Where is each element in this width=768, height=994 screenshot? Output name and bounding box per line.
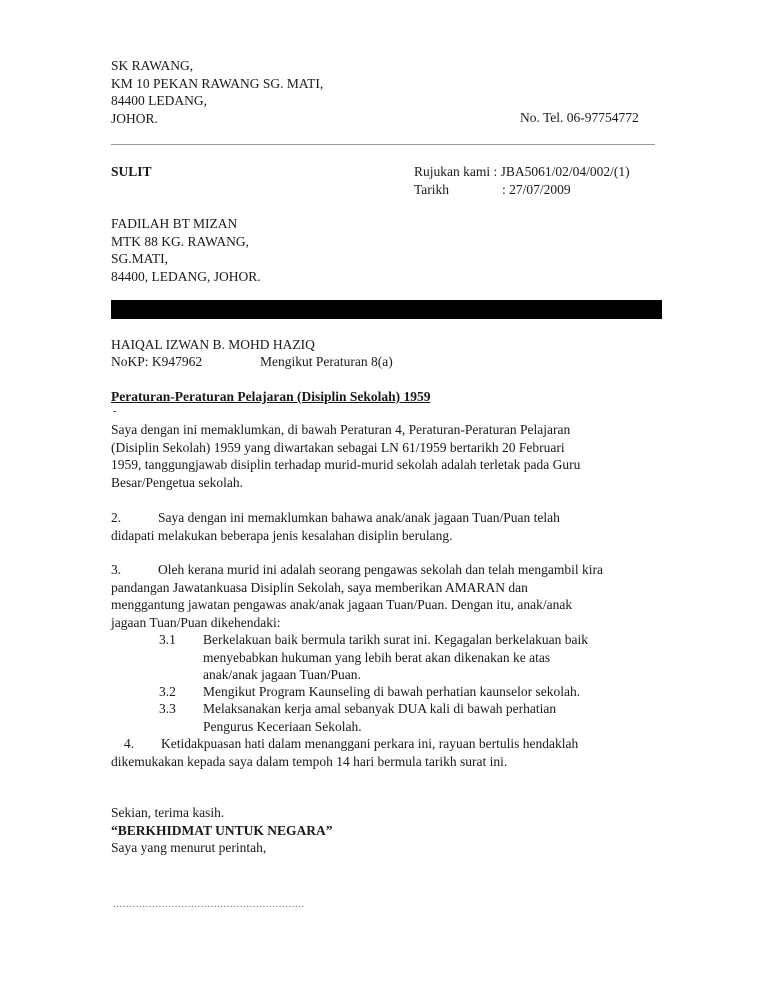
sub-item-line: Pengurus Keceriaan Sekolah. (203, 718, 362, 734)
paragraph-line: Ketidakpuasan hati dalam menanggani perkara ini, rayuan bertulis hendaklah (161, 736, 579, 751)
paragraph-number: 4. (124, 736, 135, 751)
paragraph-number: 3. (111, 562, 122, 577)
paragraph-line: pandangan Jawatankuasa Disiplin Sekolah, saya memberikan AMARAN dan (111, 579, 528, 595)
sender-line: JOHOR. (111, 110, 158, 126)
student-nokp: NoKP: K947962 (111, 354, 203, 369)
paragraph-line: (Disiplin Sekolah) 1959 yang diwartakan sebagai LN 61/1959 bertarikh 20 Februari (111, 439, 565, 455)
sender-phone: No. Tel. 06-97754772 (520, 110, 639, 125)
closing-motto: “BERKHIDMAT UNTUK NEGARA” (111, 822, 333, 838)
paragraph-line: didapati melakukan beberapa jenis kesalahan disiplin berulang. (111, 527, 453, 543)
reference-block (414, 163, 630, 198)
recipient-line: SG.MATI, (111, 251, 169, 266)
recipient-line: 84400, LEDANG, JOHOR. (111, 268, 261, 284)
paragraph-line: jagaan Tuan/Puan dikehendaki: (111, 614, 281, 630)
recipient-address (111, 215, 261, 285)
sub-item-line: Mengikut Program Kaunseling di bawah perhatian kaunselor sekolah. (203, 684, 581, 699)
stray-mark: - (113, 406, 117, 417)
sender-line: KM 10 PEKAN RAWANG SG. MATI, (111, 75, 324, 91)
paragraph-line: Saya dengan ini memaklumkan bahawa anak/anak jagaan Tuan/Puan telah (158, 510, 560, 525)
paragraph-2 (111, 509, 671, 544)
paragraph-line: menggantung jawatan pengawas anak/anak jagaan Tuan/Puan. Dengan itu, anak/anak (111, 597, 573, 612)
paragraph-4 (111, 735, 671, 770)
paragraph-1 (111, 421, 671, 491)
paragraph-line: Saya dengan ini memaklumkan, di bawah Peraturan 4, Peraturan-Peraturan Pelajaran (111, 422, 571, 437)
sub-item-line: anak/anak jagaan Tuan/Puan. (203, 667, 361, 682)
paragraph-line: Besar/Pengetua sekolah. (111, 474, 243, 490)
reference-value: : JBA5061/02/04/002/(1) (493, 164, 630, 179)
recipient-line: FADILAH BT MIZAN (111, 216, 238, 231)
classification-label: SULIT (111, 164, 152, 179)
sub-item-line: menyebabkan hukuman yang lebih berat akan dikenakan ke atas (203, 649, 551, 665)
sub-item-line: Berkelakuan baik bermula tarikh surat ini. Kegagalan berkelakuan baik (203, 632, 588, 647)
signature-line: ........................................................... (113, 898, 305, 910)
sub-item-number: 3.3 (159, 701, 176, 716)
paragraph-number: 2. (111, 510, 122, 525)
paragraph-3 (111, 561, 671, 631)
closing-signoff: Saya yang menurut perintah, (111, 840, 267, 855)
sub-item-number: 3.2 (159, 684, 176, 699)
date-value: : 27/07/2009 (502, 181, 571, 197)
sender-line: 84400 LEDANG, (111, 93, 207, 108)
subject-heading: Peraturan-Peraturan Pelajaran (Disiplin Sekolah) 1959 (111, 389, 431, 404)
sender-line: SK RAWANG, (111, 58, 194, 73)
closing-block (111, 804, 333, 857)
recipient-line: MTK 88 KG. RAWANG, (111, 233, 250, 249)
sub-item-number: 3.1 (159, 632, 176, 647)
sub-item-line: Melaksanakan kerja amal sebanyak DUA kali di bawah perhatian (203, 701, 557, 716)
paragraph-line: Oleh kerana murid ini adalah seorang pengawas sekolah dan telah mengambil kira (158, 562, 603, 577)
student-name: HAIQAL IZWAN B. MOHD HAZIQ (111, 337, 315, 352)
date-label: Tarikh (414, 181, 450, 197)
sender-address (111, 57, 323, 127)
reference-label: Rujukan kami (414, 164, 491, 179)
student-rule: Mengikut Peraturan 8(a) (260, 354, 393, 369)
redaction-bar (111, 300, 662, 319)
paragraph-line: dikemukakan kepada saya dalam tempoh 14 hari bermula tarikh surat ini. (111, 753, 508, 769)
header-divider (111, 144, 655, 145)
closing-thanks: Sekian, terima kasih. (111, 805, 225, 820)
paragraph-line: 1959, tanggungjawab disiplin terhadap murid-murid sekolah adalah terletak pada Guru (111, 457, 581, 472)
